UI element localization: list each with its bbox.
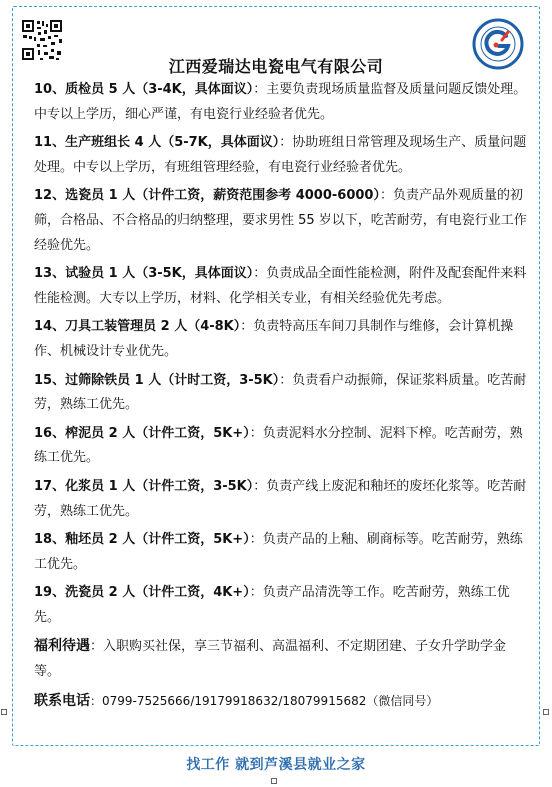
job-item [34,475,528,524]
job-title: 11、生产班组长 4 人（5-7K，具体面议） [34,135,280,151]
job-item [34,78,528,127]
job-item [34,262,528,311]
welfare-section [34,634,528,684]
job-description: ：负责产线上废泥和釉坯的废坯化浆等。吃苦耐劳，熟练工优先。 [34,478,527,519]
job-description: ：负责产品的上釉、刷商标等。吃苦耐劳，熟练工优先。 [34,532,523,572]
footer-slogan: 找工作 就到芦溪县就业之家 [186,757,366,773]
resize-handle[interactable] [543,709,549,715]
job-description: ：负责产品清洗等工作。吃苦耐劳，熟练工优先。 [34,585,510,625]
job-title: 18、釉坯员 2 人（计件工资，5K+） [34,532,250,548]
resize-handle[interactable] [1,709,7,715]
job-item [34,528,528,577]
job-description: ：主要负责现场质量监督及质量问题反馈处理。中专以上学历，细心严谨，有电瓷行业经验者优先。 [34,82,527,122]
job-description: ：负责成品全面性能检测，附件及配套配件来料性能检测。大专以上学历，材料、化学相关专业，有相关经验优先考虑。 [34,266,527,306]
job-description: ：负责特高压车间刀具制作与维修，会计算机操作、机械设计专业优先。 [34,319,514,359]
job-title: 13、试验员 1 人（3-5K，具体面议） [34,266,254,282]
job-description: ：负责泥料水分控制、泥料下榨。吃苦耐劳，熟练工优先。 [34,425,523,466]
job-description: ：负责产品外观质量的初筛，合格品、不合格品的归纳整理，要求男性 55 岁以下，吃苦耐劳，有电瓷行业工作经验优先。 [34,188,527,253]
job-item [34,369,528,418]
job-item [34,581,528,630]
job-item [34,422,528,471]
job-title: 10、质检员 5 人（3-4K，具体面议） [34,82,254,97]
company-title: 江西爱瑞达电瓷电气有限公司 [168,57,384,76]
job-title: 12、选瓷员 1 人（计件工资，薪资范围参考 4000-6000） [34,188,380,204]
job-title: 16、榨泥员 2 人（计件工资，5K+） [34,425,250,441]
contact-section [34,689,528,715]
welfare-text: ：入职购买社保，享三节福利、高温福利、不定期团建、子女升学助学金等。 [34,639,507,680]
job-description: ：协助班组日常管理及现场生产、质量问题处理。中专以上学历，有班组管理经验，有电瓷行业经验者优先。 [34,135,527,175]
welfare-heading: 福利待遇 [34,638,90,655]
job-title: 14、刀具工装管理员 2 人（4-8K） [34,319,241,335]
job-title: 17、化浆员 1 人（计件工资，3-5K） [34,478,254,494]
job-item [34,315,528,364]
job-item [34,184,528,258]
contact-phone: ：0799-7525666/19179918632/18079915682（微信同号） [90,693,439,708]
job-description: ：负责看户动振筛，保证浆料质量。吃苦耐劳，熟练工优先。 [34,372,527,413]
job-title: 19、洗瓷员 2 人（计件工资，4K+） [34,585,250,601]
resize-handle[interactable] [271,778,277,784]
contact-heading: 联系电话 [34,692,90,709]
job-title: 15、过筛除铁员 1 人（计时工资，3-5K） [34,372,280,388]
job-list [34,78,528,718]
job-item [34,131,528,180]
